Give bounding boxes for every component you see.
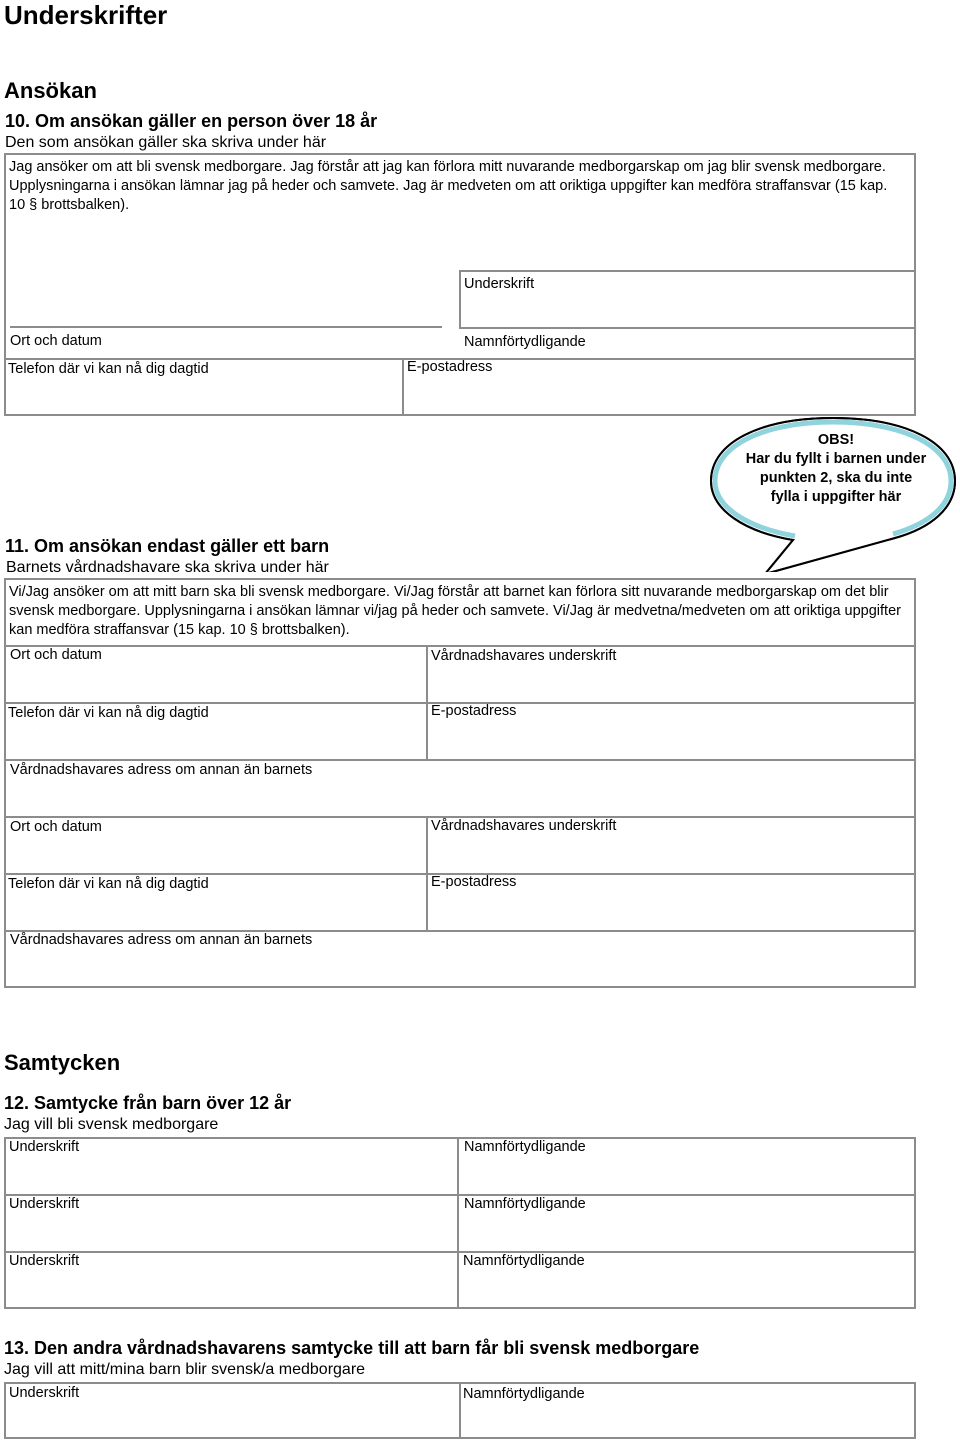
label-ort-datum: Ort och datum xyxy=(10,333,102,349)
telefon-field[interactable] xyxy=(9,381,397,411)
guardian-2-label-epost: E-postadress xyxy=(431,874,517,890)
ort-datum-line xyxy=(10,326,442,328)
section-10-title: 10. Om ansökan gäller en person över 18 år xyxy=(5,111,378,131)
section-12-subtitle: Jag vill bli svensk medborgare xyxy=(4,1116,219,1133)
guardian-1-ort-datum-field[interactable] xyxy=(10,668,420,698)
label-epost: E-postadress xyxy=(407,359,493,375)
obs-note-line: punkten 2, ska du inte xyxy=(759,470,913,486)
ort-datum-field[interactable] xyxy=(10,296,440,324)
guardian-1-label-adress: Vårdnadshavares adress om annan än barnets xyxy=(10,762,313,778)
section-13-subtitle: Jag vill att mitt/mina barn blir svensk/a medborgare xyxy=(4,1361,366,1378)
guardian-1-telefon-field[interactable] xyxy=(9,725,419,755)
guardian-1-label-epost: E-postadress xyxy=(431,703,517,719)
consent-1-underskrift-field[interactable] xyxy=(10,1160,452,1190)
guardian-2-ort-datum-field[interactable] xyxy=(10,839,420,869)
section-10-declaration: Jag ansöker om att bli svensk medborgare. Jag förstår att jag kan förlora mitt nuvarande medborgarskap om jag blir svensk medborgare. Upplysningarna i ansökan lämnar jag på heder och samvete. Jag är medveten om att oriktiga uppgifter kan medföra straffansvar (15 kap. 10 § brottsbalken). xyxy=(9,159,888,213)
guardian-2-label-underskrift: Vårdnadshavares underskrift xyxy=(431,818,617,834)
obs-note xyxy=(720,431,952,507)
section-heading-samtycken: Samtycken xyxy=(4,1050,121,1075)
section-heading-ansokan: Ansökan xyxy=(4,78,97,103)
section-13-divider xyxy=(459,1382,461,1439)
consent-1-namnfortydligande-field[interactable] xyxy=(464,1160,910,1190)
guardian-2-label-adress: Vårdnadshavares adress om annan än barnets xyxy=(10,932,313,948)
contact-divider xyxy=(402,358,404,416)
section-13-label-underskrift: Underskrift xyxy=(9,1385,80,1401)
consent-1-label-underskrift: Underskrift xyxy=(9,1139,80,1155)
section-13-namnfortydligande-field[interactable] xyxy=(466,1405,910,1435)
guardian-2-underskrift-field[interactable] xyxy=(432,839,910,869)
consent-3-label-underskrift: Underskrift xyxy=(9,1253,80,1269)
section-12-row-line xyxy=(4,1194,916,1196)
consent-2-label-namnfortydligande: Namnförtydligande xyxy=(464,1196,586,1212)
section-13-label-namnfortydligande: Namnförtydligande xyxy=(463,1386,585,1402)
obs-note-line: Har du fyllt i barnen under xyxy=(745,451,927,467)
section-11-subtitle: Barnets vårdnadshavare ska skriva under här xyxy=(6,559,329,576)
guardian-1-label-ort-datum: Ort och datum xyxy=(10,647,102,663)
consent-2-label-underskrift: Underskrift xyxy=(9,1196,80,1212)
label-namnfortydligande: Namnförtydligande xyxy=(464,334,586,350)
underskrift-field[interactable] xyxy=(466,296,910,324)
page-title: Underskrifter xyxy=(4,0,168,30)
epost-field[interactable] xyxy=(408,381,910,411)
obs-note-title: OBS! xyxy=(817,432,855,448)
guardian-1-adress-field[interactable] xyxy=(10,782,910,812)
signature-left-line xyxy=(459,270,461,328)
label-telefon: Telefon där vi kan nå dig dagtid xyxy=(8,361,209,377)
signature-top-line xyxy=(459,270,915,272)
section-13-underskrift-field[interactable] xyxy=(10,1405,454,1435)
guardian-2-telefon-field[interactable] xyxy=(9,896,419,926)
guardian-2-label-telefon: Telefon där vi kan nå dig dagtid xyxy=(8,876,209,892)
guardian-2-adress-field[interactable] xyxy=(10,952,910,982)
namnfortydligande-line xyxy=(459,327,915,329)
section-12-row-line xyxy=(4,1251,916,1253)
section-12-title: 12. Samtycke från barn över 12 år xyxy=(4,1093,292,1113)
guardian-1-address-line xyxy=(4,759,916,761)
guardian-1-epost-field[interactable] xyxy=(432,725,910,755)
consent-2-namnfortydligande-field[interactable] xyxy=(464,1217,910,1247)
guardian-2-epost-field[interactable] xyxy=(432,896,910,926)
consent-1-label-namnfortydligande: Namnförtydligande xyxy=(464,1139,586,1155)
consent-2-underskrift-field[interactable] xyxy=(10,1217,452,1247)
guardian-1-label-underskrift: Vårdnadshavares underskrift xyxy=(431,648,617,664)
obs-note-line: fylla i uppgifter här xyxy=(770,489,902,505)
consent-3-namnfortydligande-field[interactable] xyxy=(464,1274,910,1304)
guardian-1-underskrift-field[interactable] xyxy=(432,668,910,698)
guardian-1-top-line xyxy=(4,645,916,647)
section-13-title: 13. Den andra vårdnadshavarens samtycke till att barn får bli svensk medborgare xyxy=(4,1338,700,1358)
guardian-1-label-telefon: Telefon där vi kan nå dig dagtid xyxy=(8,705,209,721)
section-12-divider xyxy=(457,1137,459,1309)
consent-3-underskrift-field[interactable] xyxy=(10,1274,452,1304)
section-11-title: 11. Om ansökan endast gäller ett barn xyxy=(5,536,330,556)
label-underskrift: Underskrift xyxy=(464,276,535,292)
section-10-subtitle: Den som ansökan gäller ska skriva under här xyxy=(5,134,327,151)
guardian-2-label-ort-datum: Ort och datum xyxy=(10,819,102,835)
section-11-declaration: Vi/Jag ansöker om att mitt barn ska bli svensk medborgare. Vi/Jag förstår att barnet kan förlora sitt nuvarande medborgarskap om det blir svensk medborgare. Upplysningarna i ansökan lämnar vi/jag på heder och samvete. Vi/Jag är medvetna/medveten om att oriktiga uppgifter kan medföra straffansvar (15 kap. 10 § brottsbalken). xyxy=(9,584,901,638)
consent-3-label-namnfortydligande: Namnförtydligande xyxy=(463,1253,585,1269)
